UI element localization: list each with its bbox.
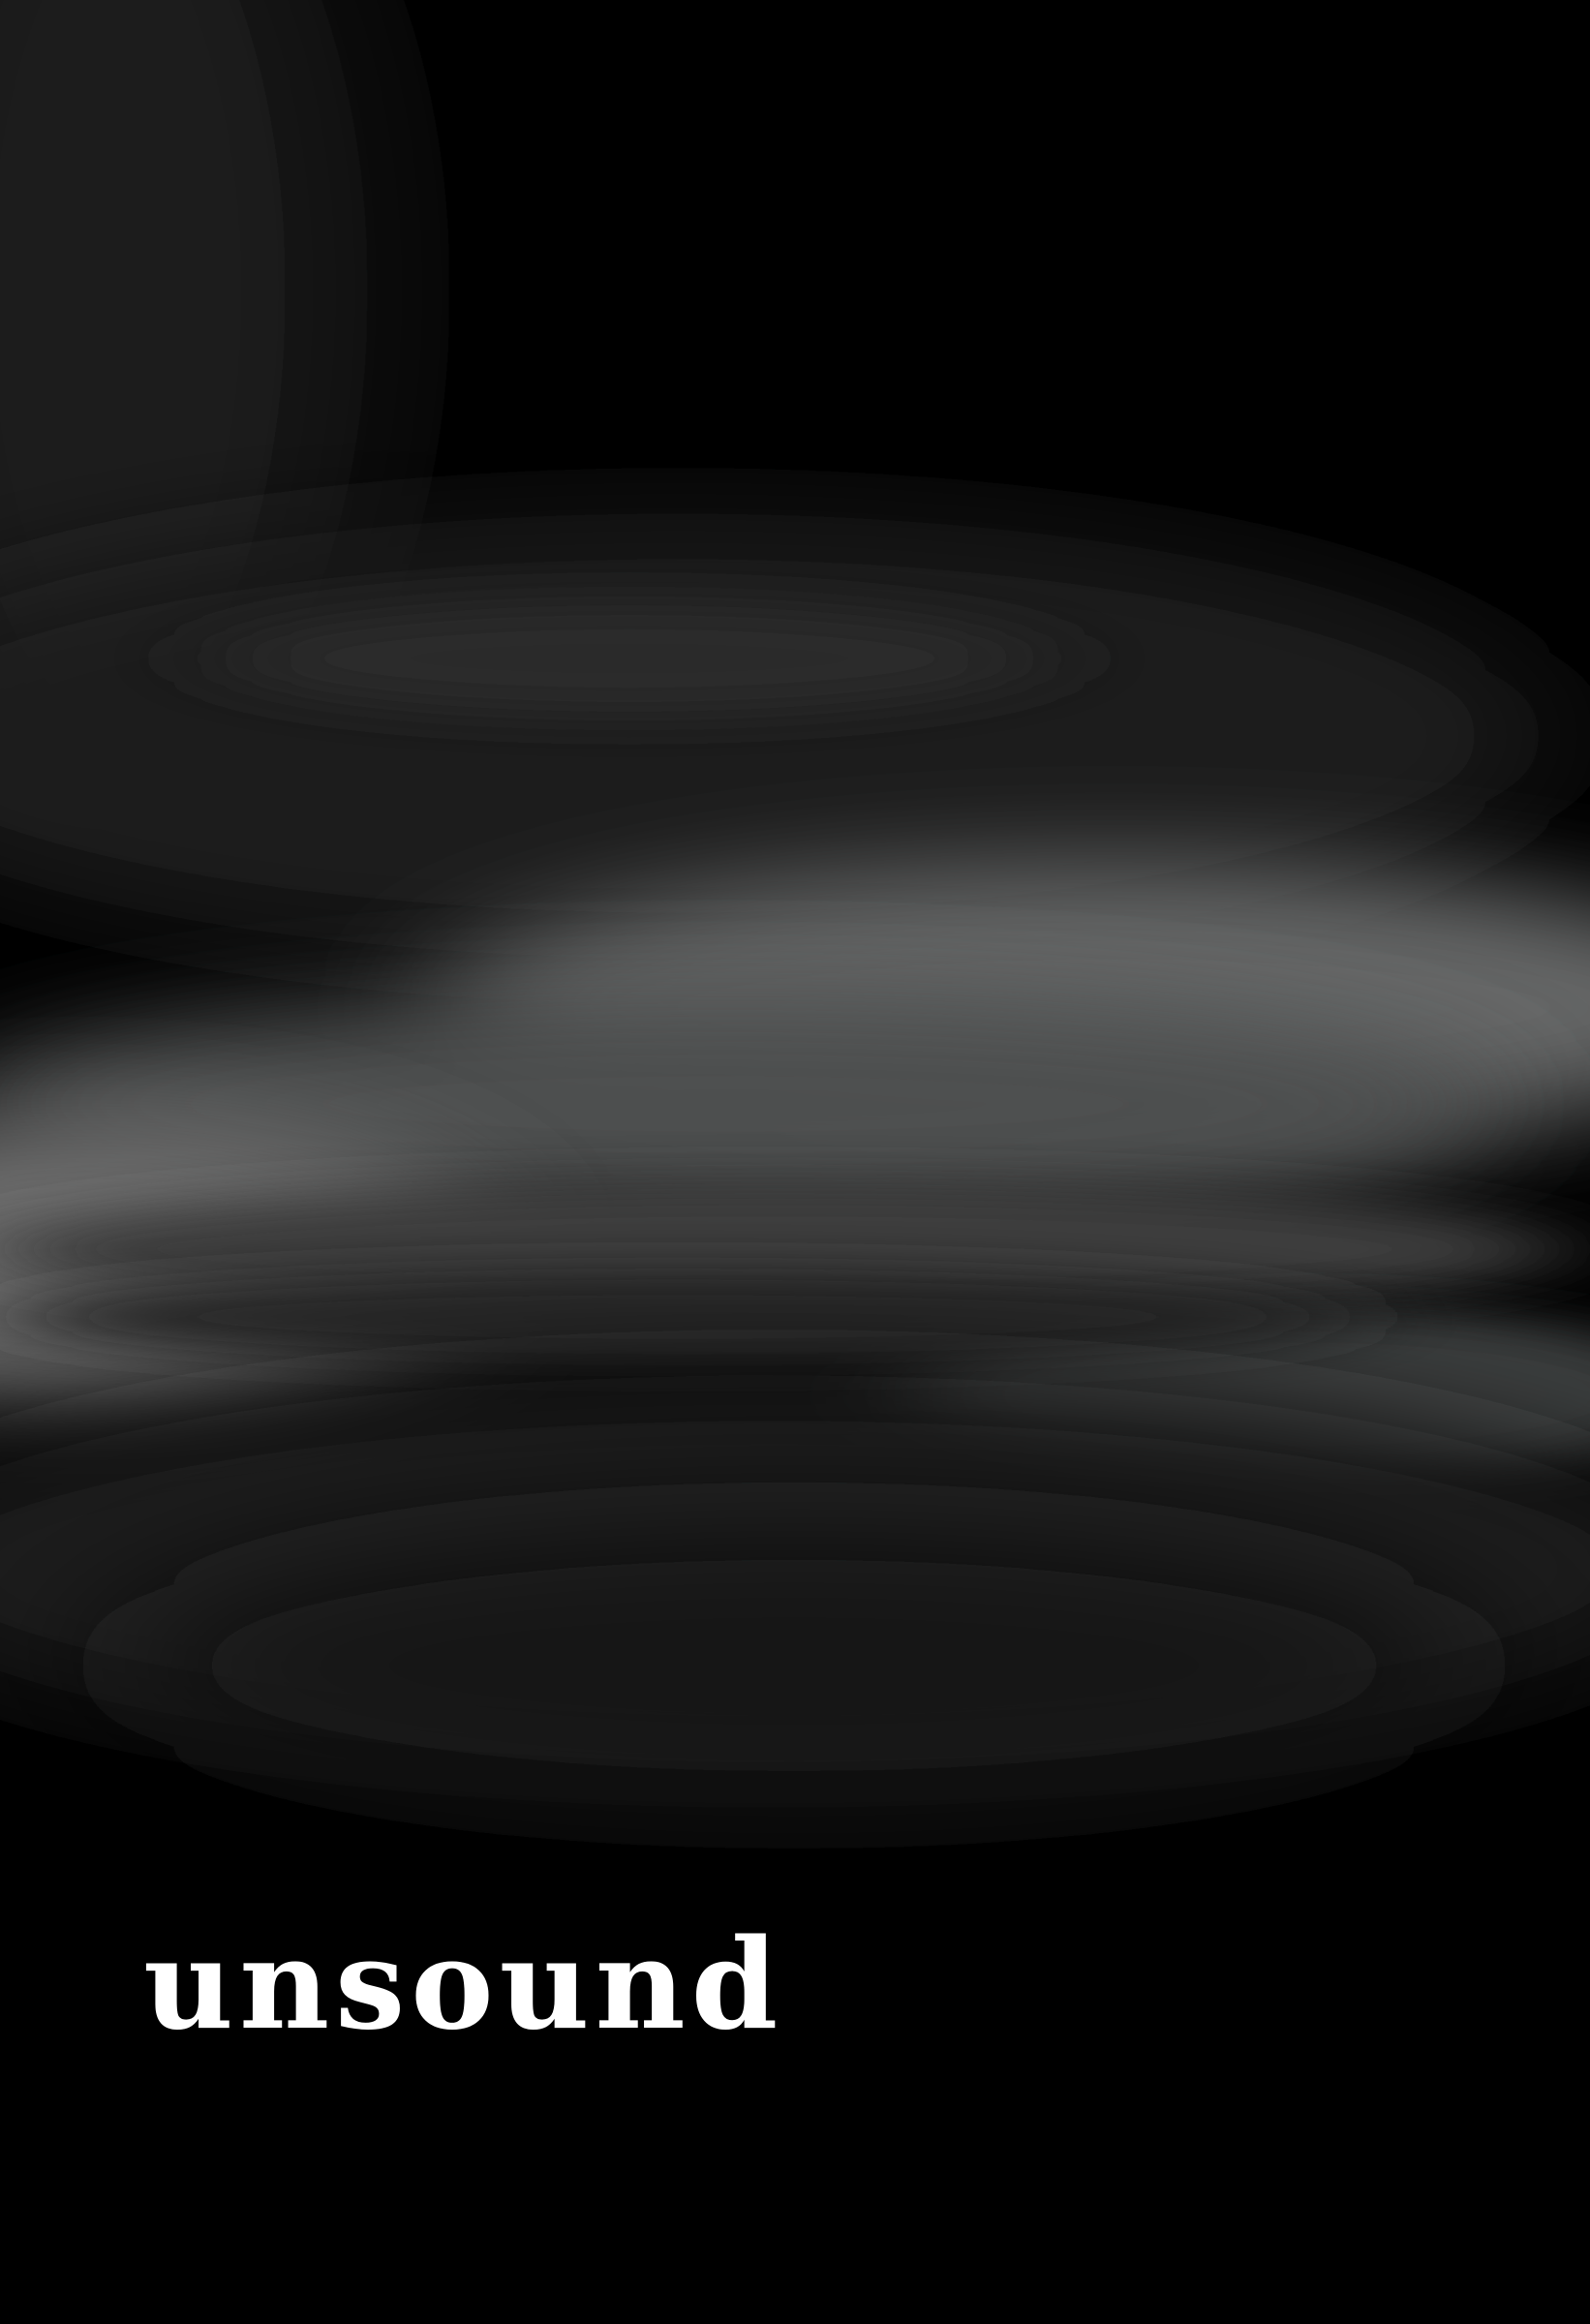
haze-bottom-glow bbox=[116, 1520, 1472, 1811]
haze-upper-streak bbox=[213, 600, 1046, 717]
wordmark-text: unsound bbox=[143, 1912, 784, 2058]
unsound-logo bbox=[143, 1912, 792, 2058]
haze-dark-streak bbox=[0, 1269, 1356, 1365]
